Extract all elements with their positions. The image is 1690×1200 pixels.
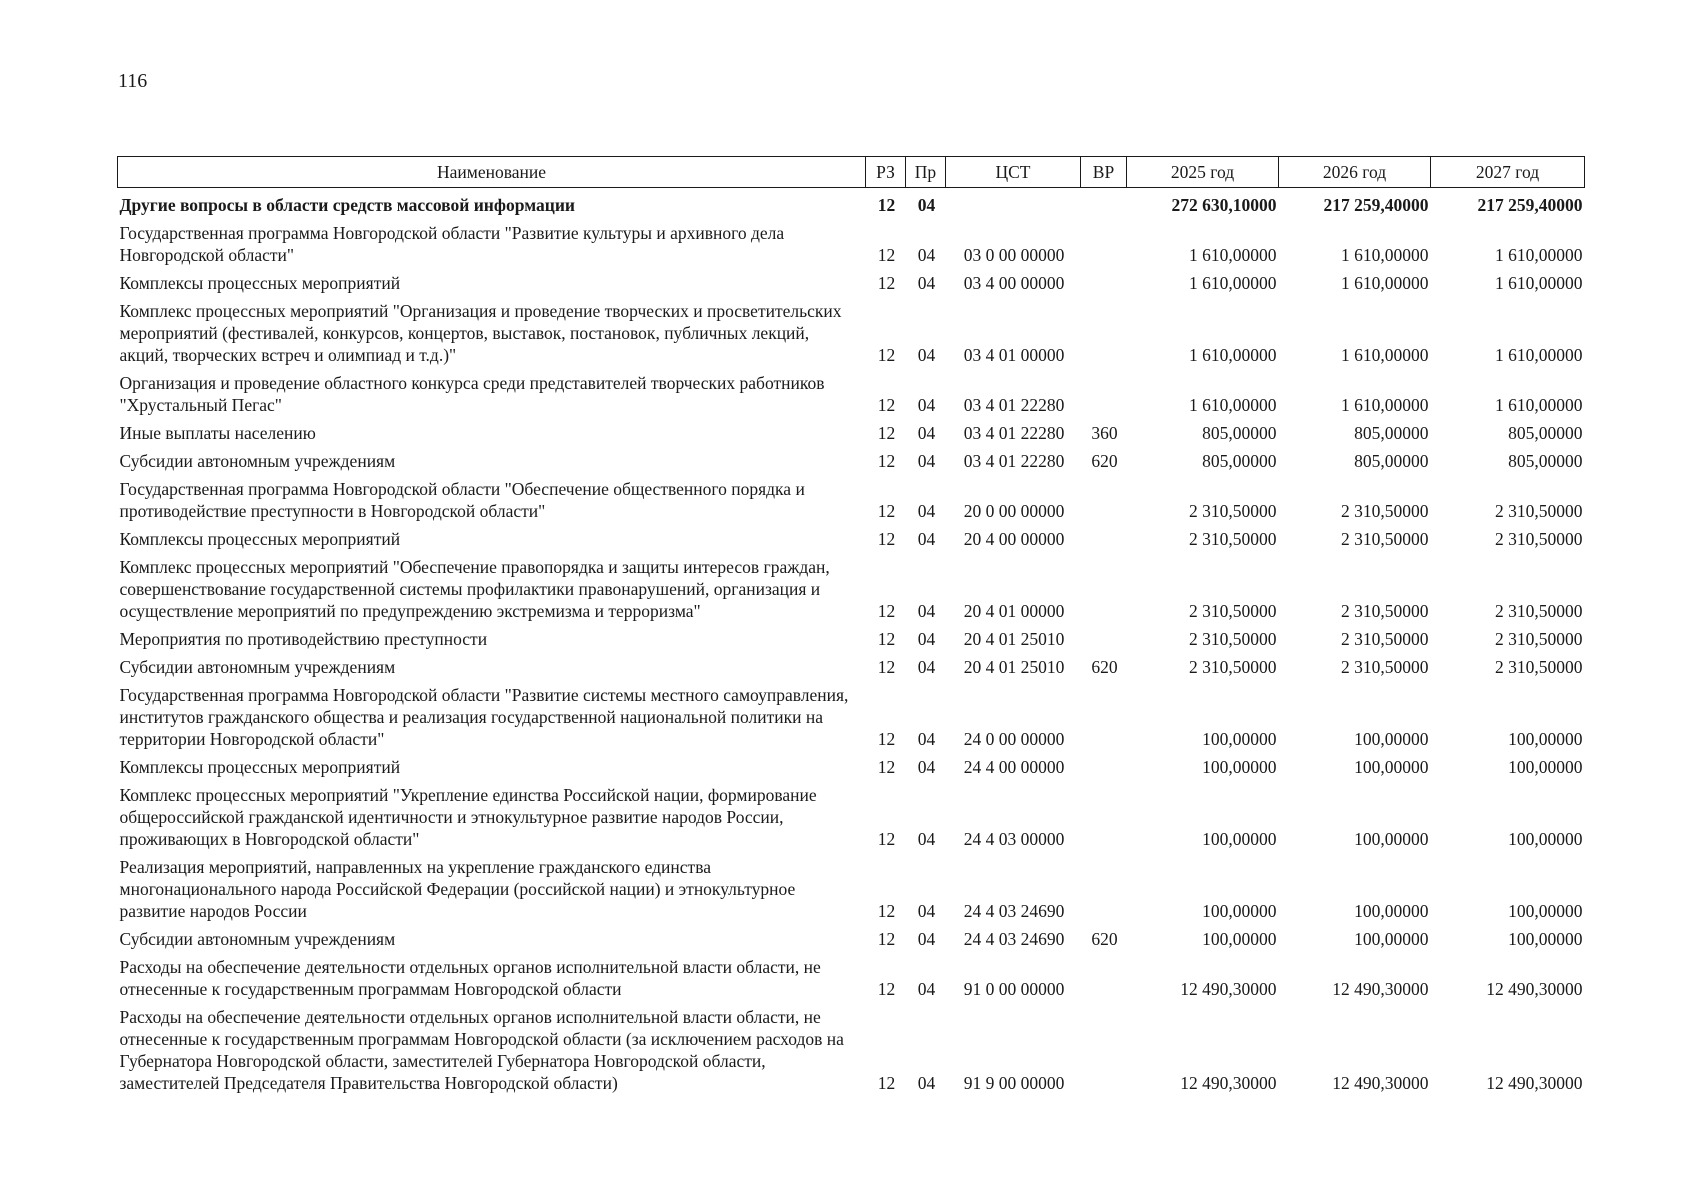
cell-rz: 12 — [877, 929, 896, 949]
cell-2025: 2 310,50000 — [1189, 601, 1277, 621]
cell-pr: 04 — [917, 601, 936, 621]
cell-pr: 04 — [917, 273, 936, 293]
cell-cst: 20 4 01 25010 — [963, 657, 1065, 677]
cell-2027: 1 610,00000 — [1495, 395, 1583, 415]
table-row — [118, 553, 1585, 625]
table-body — [118, 188, 1585, 1098]
col-header-rz: РЗ — [866, 157, 906, 188]
cell-2027: 1 610,00000 — [1495, 245, 1583, 265]
cell-2027: 2 310,50000 — [1495, 529, 1583, 549]
table-row — [118, 447, 1585, 475]
cell-2026: 805,00000 — [1354, 451, 1429, 471]
table-row — [118, 953, 1585, 1003]
cell-2026: 805,00000 — [1354, 423, 1429, 443]
cell-vr — [1081, 219, 1127, 269]
cell-name: Комплексы процессных мероприятий — [119, 273, 401, 293]
col-header-pr: Пр — [906, 157, 946, 188]
cell-2026: 2 310,50000 — [1341, 529, 1429, 549]
cell-pr: 04 — [917, 529, 936, 549]
cell-2026: 1 610,00000 — [1341, 245, 1429, 265]
cell-cst: 03 4 01 22280 — [963, 451, 1065, 471]
cell-2027: 217 259,40000 — [1477, 195, 1583, 215]
cell-2025: 100,00000 — [1202, 729, 1277, 749]
cell-name: Субсидии автономным учреждениям — [119, 451, 396, 471]
cell-2027: 100,00000 — [1508, 729, 1583, 749]
col-header-vr: ВР — [1081, 157, 1127, 188]
cell-vr — [1081, 681, 1127, 753]
cell-2025: 1 610,00000 — [1189, 395, 1277, 415]
table-row — [118, 653, 1585, 681]
cell-pr: 04 — [917, 979, 936, 999]
cell-name: Комплекс процессных мероприятий "Обеспечение правопорядка и защиты интересов граждан, совершенствование государственной системы профилактики правонарушений, организация и осуществление мероприятий по предупреждению экстремизма и терроризма" — [119, 557, 830, 621]
cell-cst: 91 0 00 00000 — [963, 979, 1065, 999]
cell-vr: 360 — [1091, 423, 1118, 443]
cell-cst — [946, 188, 1081, 220]
cell-rz: 12 — [877, 829, 896, 849]
cell-pr: 04 — [917, 195, 936, 215]
cell-pr: 04 — [917, 245, 936, 265]
cell-2025: 805,00000 — [1202, 423, 1277, 443]
table-row — [118, 625, 1585, 653]
cell-cst: 24 4 03 00000 — [963, 829, 1065, 849]
cell-2027: 100,00000 — [1508, 929, 1583, 949]
cell-2026: 12 490,30000 — [1332, 1073, 1429, 1093]
cell-vr: 620 — [1091, 657, 1118, 677]
cell-2025: 272 630,10000 — [1171, 195, 1277, 215]
cell-pr: 04 — [917, 345, 936, 365]
cell-rz: 12 — [877, 245, 896, 265]
cell-2026: 1 610,00000 — [1341, 273, 1429, 293]
cell-rz: 12 — [877, 529, 896, 549]
cell-2026: 1 610,00000 — [1341, 345, 1429, 365]
table-row — [118, 1003, 1585, 1097]
cell-name: Иные выплаты населению — [119, 423, 316, 443]
cell-rz: 12 — [877, 195, 896, 215]
cell-2027: 12 490,30000 — [1486, 1073, 1583, 1093]
cell-name: Организация и проведение областного конкурса среди представителей творческих работников "Хрустальный Пегас" — [119, 373, 825, 415]
table-row — [118, 681, 1585, 753]
cell-pr: 04 — [917, 729, 936, 749]
cell-2025: 2 310,50000 — [1189, 657, 1277, 677]
cell-vr — [1081, 369, 1127, 419]
table-row — [118, 753, 1585, 781]
cell-2027: 100,00000 — [1508, 829, 1583, 849]
page-number: 116 — [118, 70, 148, 92]
cell-name: Субсидии автономным учреждениям — [119, 657, 396, 677]
cell-2025: 805,00000 — [1202, 451, 1277, 471]
cell-cst: 20 0 00 00000 — [963, 501, 1065, 521]
table-row — [118, 188, 1585, 220]
cell-rz: 12 — [877, 757, 896, 777]
cell-rz: 12 — [877, 1073, 896, 1093]
cell-rz: 12 — [877, 979, 896, 999]
table-row — [118, 297, 1585, 369]
cell-cst: 24 0 00 00000 — [963, 729, 1065, 749]
cell-2025: 2 310,50000 — [1189, 629, 1277, 649]
cell-pr: 04 — [917, 451, 936, 471]
cell-cst: 20 4 01 25010 — [963, 629, 1065, 649]
cell-2026: 100,00000 — [1354, 929, 1429, 949]
cell-vr — [1081, 953, 1127, 1003]
cell-vr — [1081, 188, 1127, 220]
cell-vr — [1081, 297, 1127, 369]
cell-2027: 2 310,50000 — [1495, 629, 1583, 649]
cell-2026: 100,00000 — [1354, 901, 1429, 921]
cell-2025: 100,00000 — [1202, 829, 1277, 849]
cell-cst: 03 4 00 00000 — [963, 273, 1065, 293]
cell-vr — [1081, 475, 1127, 525]
cell-cst: 24 4 03 24690 — [963, 901, 1065, 921]
table-row — [118, 925, 1585, 953]
cell-2026: 100,00000 — [1354, 729, 1429, 749]
table-row — [118, 525, 1585, 553]
cell-2026: 1 610,00000 — [1341, 395, 1429, 415]
cell-2027: 100,00000 — [1508, 757, 1583, 777]
cell-rz: 12 — [877, 901, 896, 921]
cell-2026: 217 259,40000 — [1323, 195, 1429, 215]
cell-rz: 12 — [877, 501, 896, 521]
cell-pr: 04 — [917, 929, 936, 949]
cell-name: Государственная программа Новгородской области "Обеспечение общественного порядка и противодействие преступности в Новгородской области" — [119, 479, 805, 521]
cell-2026: 2 310,50000 — [1341, 629, 1429, 649]
cell-cst: 24 4 00 00000 — [963, 757, 1065, 777]
table-row — [118, 369, 1585, 419]
cell-2027: 12 490,30000 — [1486, 979, 1583, 999]
cell-rz: 12 — [877, 395, 896, 415]
budget-table — [117, 156, 1585, 1097]
cell-2026: 2 310,50000 — [1341, 601, 1429, 621]
cell-pr: 04 — [917, 901, 936, 921]
table-row — [118, 219, 1585, 269]
cell-name: Комплекс процессных мероприятий "Укрепление единства Российской нации, формирование общероссийской гражданской идентичности и этнокультурное развитие народов России, проживающих в Новгородской области" — [119, 785, 817, 849]
cell-2025: 100,00000 — [1202, 929, 1277, 949]
cell-2025: 12 490,30000 — [1180, 1073, 1277, 1093]
cell-2027: 805,00000 — [1508, 451, 1583, 471]
cell-name: Расходы на обеспечение деятельности отдельных органов исполнительной власти области, не отнесенные к государственным программам Новгородской области (за исключением расходов на Губернатора Новгородской области, заместителей Губернатора Новгородской области, заместителей Председателя Правительства Новгородской области) — [119, 1007, 844, 1093]
cell-2027: 2 310,50000 — [1495, 601, 1583, 621]
cell-cst: 03 4 01 22280 — [963, 395, 1065, 415]
cell-cst: 03 0 00 00000 — [963, 245, 1065, 265]
cell-vr — [1081, 525, 1127, 553]
cell-name: Реализация мероприятий, направленных на укрепление гражданского единства многонационального народа Российской Федерации (российской нации) и этнокультурное развитие народов России — [119, 857, 796, 921]
cell-2027: 1 610,00000 — [1495, 345, 1583, 365]
cell-2025: 2 310,50000 — [1189, 529, 1277, 549]
cell-pr: 04 — [917, 757, 936, 777]
cell-name: Комплекс процессных мероприятий "Организация и проведение творческих и просветительских мероприятий (фестивалей, конкурсов, концертов, выставок, постановок, публичных лекций, акций, творческих встреч и олимпиад и т.д.)" — [119, 301, 842, 365]
cell-rz: 12 — [877, 629, 896, 649]
cell-cst: 03 4 01 00000 — [963, 345, 1065, 365]
cell-2025: 1 610,00000 — [1189, 245, 1277, 265]
cell-pr: 04 — [917, 657, 936, 677]
cell-pr: 04 — [917, 501, 936, 521]
cell-cst: 20 4 01 00000 — [963, 601, 1065, 621]
cell-2027: 2 310,50000 — [1495, 501, 1583, 521]
cell-name: Государственная программа Новгородской области "Развитие культуры и архивного дела Новгородской области" — [119, 223, 785, 265]
cell-name: Комплексы процессных мероприятий — [119, 529, 401, 549]
cell-cst: 20 4 00 00000 — [963, 529, 1065, 549]
cell-vr — [1081, 753, 1127, 781]
cell-2026: 2 310,50000 — [1341, 657, 1429, 677]
col-header-2026: 2026 год — [1279, 157, 1431, 188]
col-header-2027: 2027 год — [1431, 157, 1585, 188]
cell-rz: 12 — [877, 345, 896, 365]
cell-rz: 12 — [877, 601, 896, 621]
cell-vr — [1081, 269, 1127, 297]
cell-cst: 24 4 03 24690 — [963, 929, 1065, 949]
cell-rz: 12 — [877, 273, 896, 293]
cell-cst: 03 4 01 22280 — [963, 423, 1065, 443]
cell-2025: 1 610,00000 — [1189, 273, 1277, 293]
cell-rz: 12 — [877, 729, 896, 749]
table-header-row — [118, 157, 1585, 188]
cell-name: Другие вопросы в области средств массовой информации — [119, 195, 576, 215]
cell-2025: 100,00000 — [1202, 757, 1277, 777]
table-row — [118, 419, 1585, 447]
table-row — [118, 269, 1585, 297]
cell-name: Расходы на обеспечение деятельности отдельных органов исполнительной власти области, не отнесенные к государственным программам Новгородской области — [119, 957, 821, 999]
col-header-cst: ЦСТ — [946, 157, 1081, 188]
table-row — [118, 475, 1585, 525]
cell-2027: 2 310,50000 — [1495, 657, 1583, 677]
cell-pr: 04 — [917, 1073, 936, 1093]
cell-2026: 2 310,50000 — [1341, 501, 1429, 521]
cell-cst: 91 9 00 00000 — [963, 1073, 1065, 1093]
table-row — [118, 781, 1585, 853]
cell-2025: 100,00000 — [1202, 901, 1277, 921]
cell-2026: 100,00000 — [1354, 829, 1429, 849]
cell-2027: 1 610,00000 — [1495, 273, 1583, 293]
cell-vr: 620 — [1091, 929, 1118, 949]
cell-2026: 12 490,30000 — [1332, 979, 1429, 999]
cell-name: Мероприятия по противодействию преступности — [119, 629, 488, 649]
cell-pr: 04 — [917, 829, 936, 849]
cell-pr: 04 — [917, 629, 936, 649]
cell-pr: 04 — [917, 395, 936, 415]
cell-vr — [1081, 625, 1127, 653]
cell-rz: 12 — [877, 451, 896, 471]
cell-pr: 04 — [917, 423, 936, 443]
cell-vr: 620 — [1091, 451, 1118, 471]
cell-name: Субсидии автономным учреждениям — [119, 929, 396, 949]
col-header-2025: 2025 год — [1127, 157, 1279, 188]
cell-name: Государственная программа Новгородской области "Развитие системы местного самоуправления, институтов гражданского общества и реализация государственной национальной политики на территории Новгородской области" — [119, 685, 849, 749]
cell-vr — [1081, 853, 1127, 925]
cell-rz: 12 — [877, 657, 896, 677]
cell-vr — [1081, 1003, 1127, 1097]
cell-2025: 2 310,50000 — [1189, 501, 1277, 521]
table-row — [118, 853, 1585, 925]
cell-2027: 100,00000 — [1508, 901, 1583, 921]
cell-rz: 12 — [877, 423, 896, 443]
cell-2026: 100,00000 — [1354, 757, 1429, 777]
col-header-name: Наименование — [118, 157, 866, 188]
cell-2025: 1 610,00000 — [1189, 345, 1277, 365]
cell-2027: 805,00000 — [1508, 423, 1583, 443]
cell-name: Комплексы процессных мероприятий — [119, 757, 401, 777]
cell-vr — [1081, 781, 1127, 853]
cell-2025: 12 490,30000 — [1180, 979, 1277, 999]
cell-vr — [1081, 553, 1127, 625]
